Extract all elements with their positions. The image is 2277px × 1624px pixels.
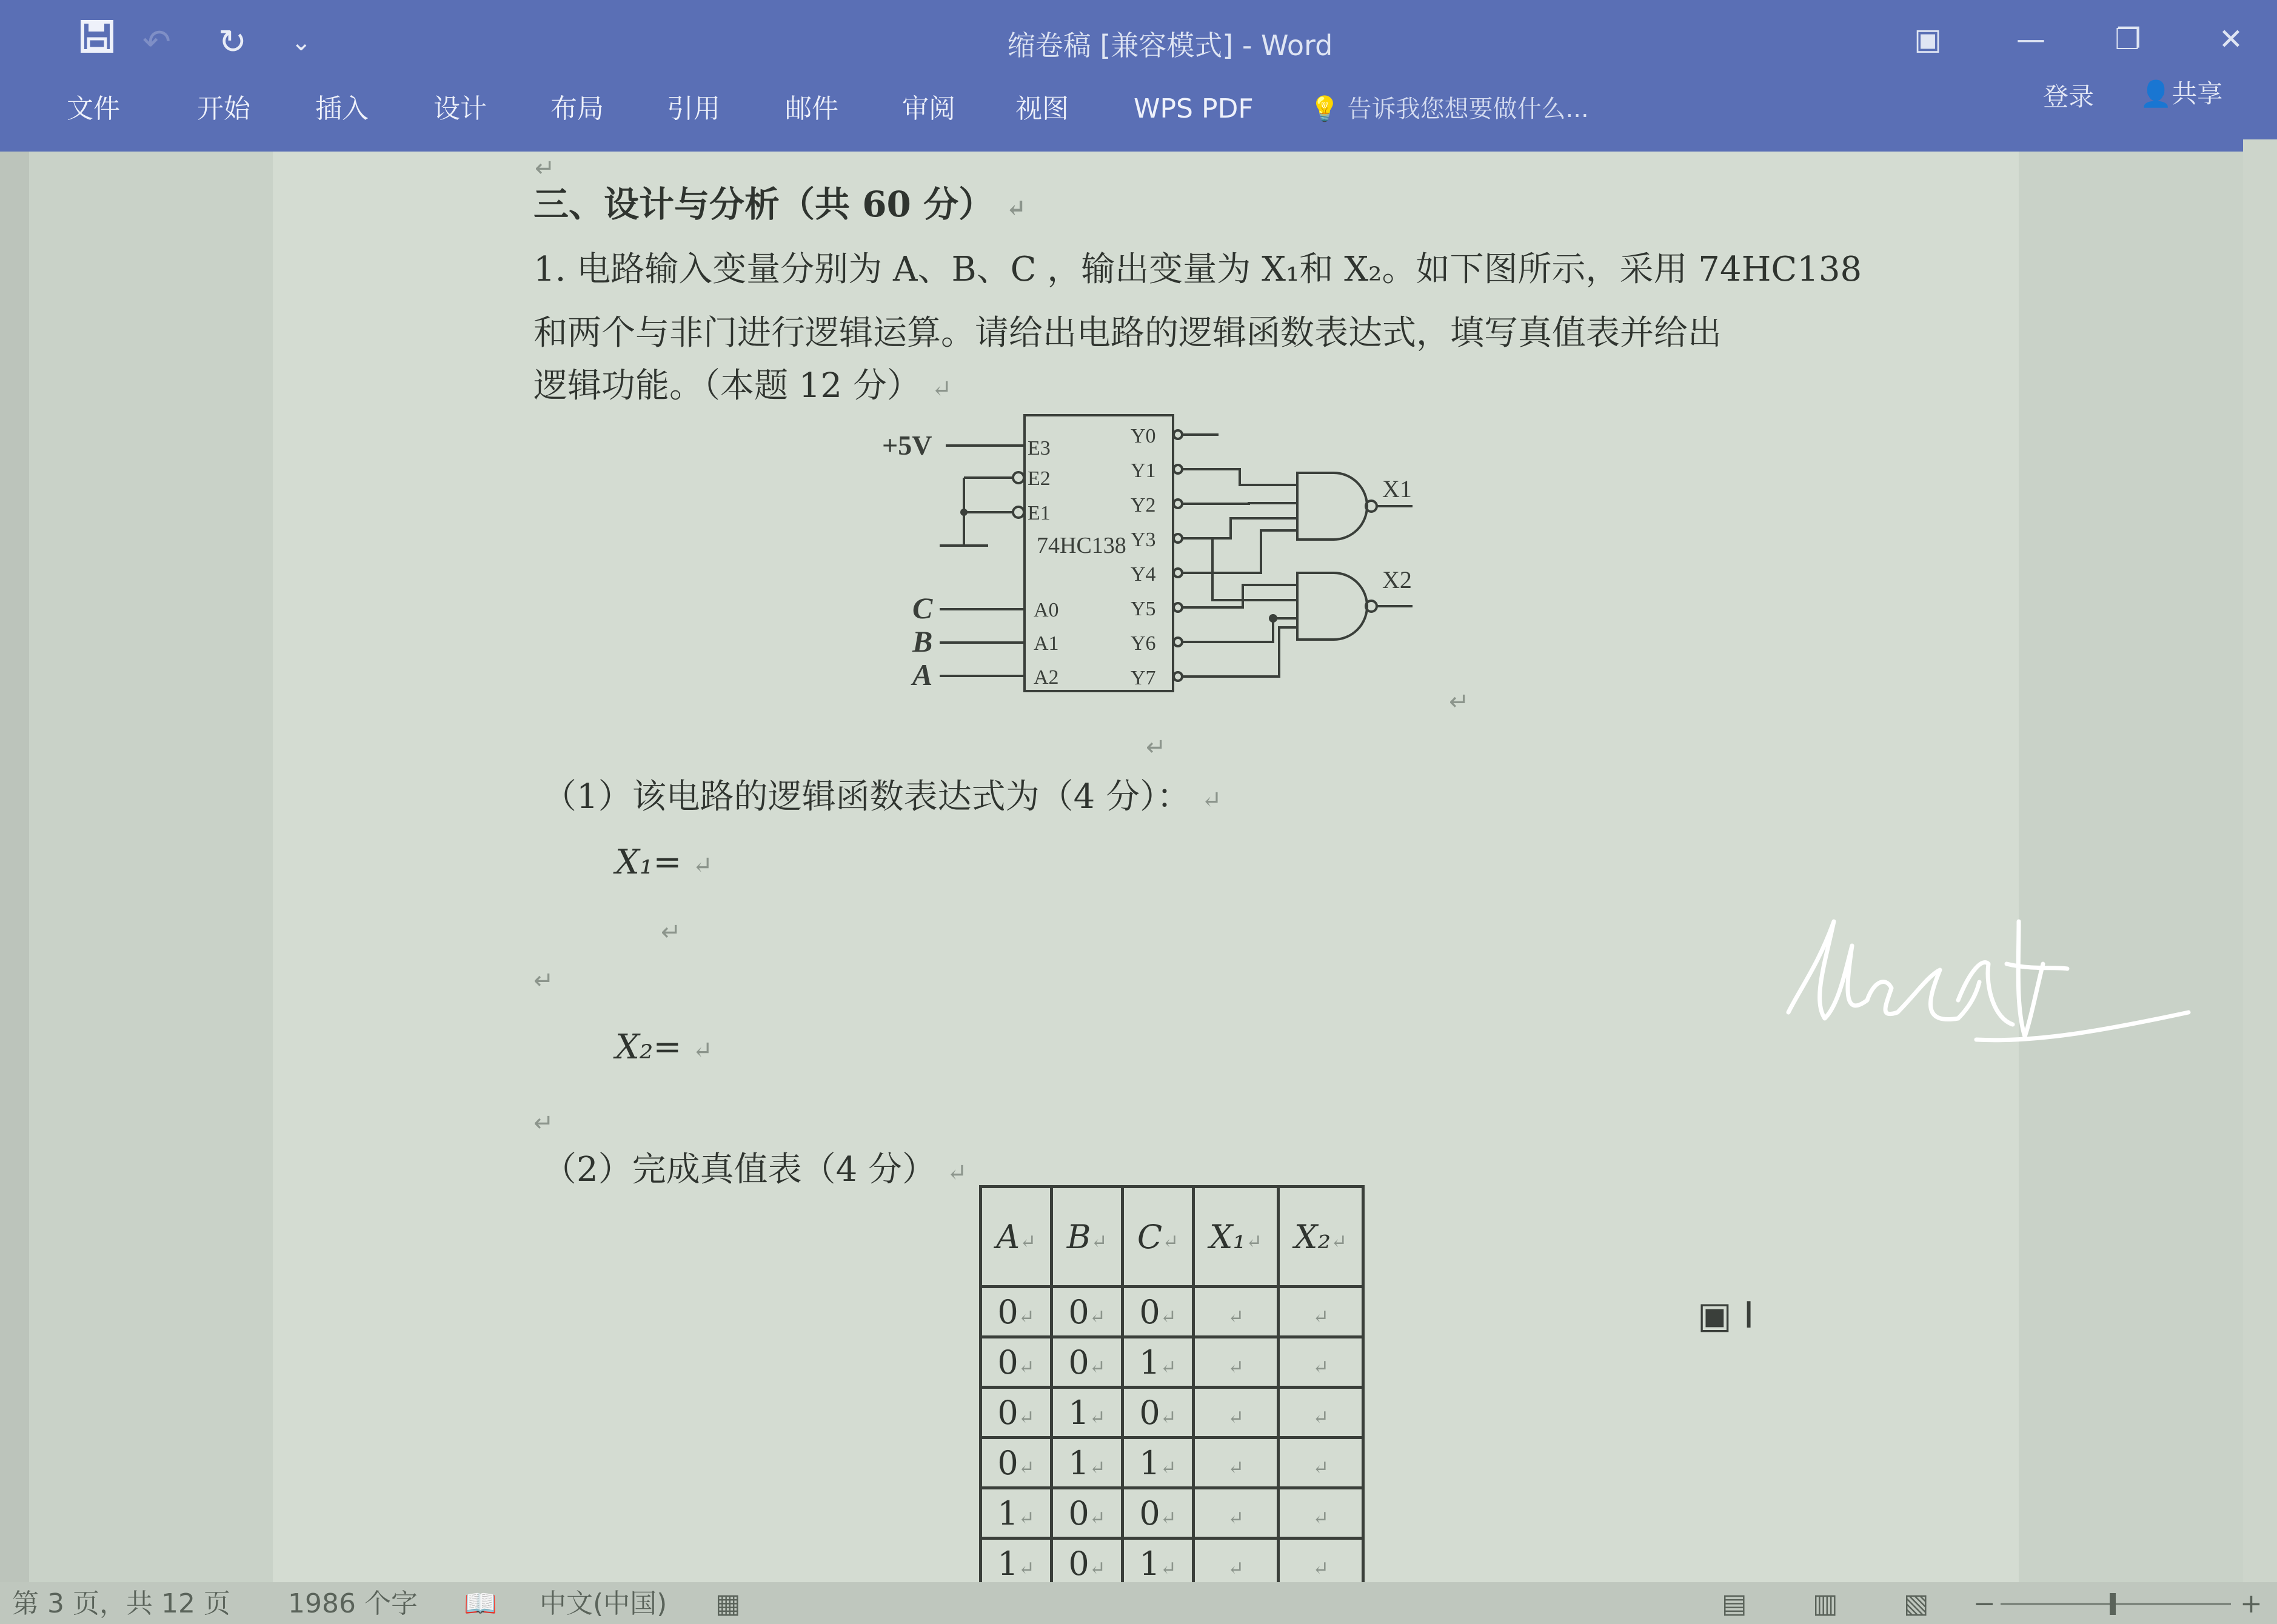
x2-expression[interactable]: X₂= ↵ (615, 1028, 713, 1067)
table-cell[interactable]: 0↵ (981, 1287, 1052, 1337)
chip-label: 74HC138 (1037, 533, 1126, 558)
tab-layout[interactable]: 布局 (550, 93, 604, 124)
table-row (981, 1388, 1363, 1438)
word-count[interactable]: 1986 个字 (288, 1588, 418, 1619)
print-layout-icon[interactable]: ▥ (1813, 1588, 1838, 1619)
table-cell[interactable]: ↵ (1194, 1539, 1279, 1589)
macro-icon[interactable]: ▦ (715, 1588, 741, 1619)
pin-y6: Y6 (1131, 632, 1156, 655)
table-cell[interactable]: 0↵ (1123, 1287, 1194, 1337)
table-cell[interactable]: 1↵ (1123, 1438, 1194, 1488)
restore-button[interactable]: ❐ (2115, 22, 2141, 56)
page-indicator[interactable]: 第 3 页，共 12 页 (12, 1588, 230, 1619)
table-cell[interactable]: 0↵ (1052, 1337, 1123, 1388)
question-2: （2）完成真值表（4 分） ↵ (543, 1150, 968, 1189)
customize-qat-button[interactable]: ⌄ (291, 28, 312, 56)
header-c: C↵ (1123, 1187, 1194, 1287)
web-layout-icon[interactable]: ▧ (1904, 1588, 1929, 1619)
person-icon: 👤 (2140, 79, 2172, 109)
paragraph-mark: ↵ (661, 918, 681, 946)
output-x1: X1 (1382, 475, 1412, 503)
tab-view[interactable]: 视图 (1015, 93, 1069, 124)
pin-y1: Y1 (1131, 459, 1156, 482)
tell-me-placeholder: 告诉我您想要做什么... (1347, 95, 1589, 123)
title-bar (0, 0, 2277, 152)
table-cell[interactable]: 0↵ (1123, 1488, 1194, 1539)
paragraph-mark: ↵ (533, 1109, 554, 1137)
pin-y0: Y0 (1131, 425, 1156, 447)
language-indicator[interactable]: 中文(中国) (540, 1588, 667, 1619)
zoom-out-icon[interactable]: − (1973, 1588, 1996, 1619)
table-cell[interactable]: ↵ (1194, 1438, 1279, 1488)
output-x2: X2 (1382, 566, 1412, 593)
tab-file[interactable]: 文件 (67, 93, 120, 124)
proofing-icon[interactable]: 📖 (464, 1588, 497, 1619)
problem-text-line-2: 和两个与非门进行逻辑运算。请给出电路的逻辑函数表达式，填写真值表并给出 (533, 313, 1722, 353)
table-cell[interactable]: ↵ (1279, 1388, 1363, 1438)
table-cell[interactable]: ↵ (1194, 1488, 1279, 1539)
table-cell[interactable]: ↵ (1194, 1287, 1279, 1337)
input-a: A (912, 658, 933, 692)
table-cell[interactable]: ↵ (1279, 1337, 1363, 1388)
tab-review[interactable]: 审阅 (902, 93, 955, 124)
pin-y7: Y7 (1131, 667, 1156, 689)
header-x2: X₂↵ (1279, 1187, 1363, 1287)
table-cell[interactable]: ↵ (1279, 1539, 1363, 1589)
problem-text-line-1: 1. 电路输入变量分别为 A、B、C ，输出变量为 X₁和 X₂。如下图所示，采用 74HC138 (533, 250, 1862, 289)
truth-table[interactable] (979, 1185, 1365, 1590)
pin-a1: A1 (1034, 632, 1059, 655)
save-icon[interactable] (79, 18, 115, 67)
supply-label: +5V (882, 430, 932, 461)
table-cell[interactable]: ↵ (1194, 1337, 1279, 1388)
table-cell[interactable]: ↵ (1279, 1287, 1363, 1337)
tab-design[interactable]: 设计 (433, 93, 487, 124)
tell-me-search[interactable] (1309, 85, 1589, 133)
table-cell[interactable]: 0↵ (1052, 1539, 1123, 1589)
paragraph-mark: ↵ (535, 155, 555, 182)
pin-a0: A0 (1034, 599, 1059, 621)
table-row (981, 1539, 1363, 1589)
header-b: B↵ (1052, 1187, 1123, 1287)
table-cell[interactable]: 1↵ (1123, 1539, 1194, 1589)
share-button[interactable] (2140, 70, 2222, 118)
table-row (981, 1287, 1363, 1337)
input-c: C (912, 591, 933, 625)
table-cell[interactable]: 0↵ (981, 1438, 1052, 1488)
vertical-scrollbar[interactable] (2243, 139, 2277, 1582)
paragraph-mark: ↵ (533, 967, 554, 995)
handwritten-signature (1776, 897, 2201, 1079)
table-cell[interactable]: ↵ (1279, 1488, 1363, 1539)
table-row (981, 1438, 1363, 1488)
table-cell[interactable]: 1↵ (1052, 1438, 1123, 1488)
problem-text-line-3: 逻辑功能。（本题 12 分） ↵ (533, 366, 952, 406)
status-bar (0, 1582, 2277, 1624)
x1-expression[interactable]: X₁= ↵ (615, 843, 713, 882)
table-cell[interactable]: 1↵ (1123, 1337, 1194, 1388)
pin-e2: E2 (1028, 467, 1051, 490)
table-row (981, 1337, 1363, 1388)
tab-references[interactable]: 引用 (667, 93, 720, 124)
table-cell[interactable]: 0↵ (1052, 1488, 1123, 1539)
zoom-in-icon[interactable]: + (2240, 1588, 2262, 1619)
input-b: B (912, 624, 933, 658)
nand-gate-2 (1297, 573, 1367, 640)
undo-icon[interactable]: ↶ (142, 22, 171, 62)
header-x1: X₁↵ (1194, 1187, 1279, 1287)
table-header-row (981, 1187, 1363, 1287)
read-mode-icon[interactable]: ▤ (1722, 1588, 1747, 1619)
circuit-diagram (849, 394, 1455, 709)
tab-mailings[interactable]: 邮件 (785, 93, 838, 124)
table-cell[interactable]: 0↵ (981, 1388, 1052, 1438)
pin-e3: E3 (1028, 437, 1051, 459)
pin-y2: Y2 (1131, 494, 1156, 516)
lightbulb-icon: 💡 (1309, 95, 1348, 123)
pin-a2: A2 (1034, 666, 1059, 689)
tab-home[interactable]: 开始 (197, 93, 250, 124)
zoom-slider-thumb[interactable] (2110, 1593, 2116, 1615)
table-cell[interactable]: ↵ (1194, 1388, 1279, 1438)
screen-edge (0, 0, 29, 1624)
text-cursor-icon: ▣ I (1697, 1294, 1754, 1337)
login-button[interactable]: 登录 (2043, 82, 2095, 112)
question-1: （1）该电路的逻辑函数表达式为（4 分）： ↵ (543, 777, 1222, 817)
table-cell[interactable]: 0↵ (1123, 1388, 1194, 1438)
pin-y5: Y5 (1131, 598, 1156, 620)
table-cell[interactable]: 0↵ (1052, 1287, 1123, 1337)
table-cell[interactable]: 1↵ (981, 1539, 1052, 1589)
table-cell[interactable]: 1↵ (981, 1488, 1052, 1539)
redo-icon[interactable]: ↻ (218, 22, 247, 62)
ribbon-display-options-button[interactable]: ▣ (1914, 22, 1942, 56)
paragraph-mark: ↵ (1449, 688, 1470, 716)
table-row (981, 1488, 1363, 1539)
share-label: 共享 (2172, 79, 2223, 109)
tab-insert[interactable]: 插入 (315, 93, 369, 124)
table-cell[interactable]: ↵ (1279, 1438, 1363, 1488)
header-a: A↵ (981, 1187, 1052, 1287)
nand-gate-1 (1297, 473, 1367, 540)
table-cell[interactable]: 0↵ (981, 1337, 1052, 1388)
close-button[interactable]: ✕ (2218, 22, 2244, 56)
table-cell[interactable]: 1↵ (1052, 1388, 1123, 1438)
minimize-button[interactable]: — (2016, 22, 2045, 56)
pin-y3: Y3 (1131, 529, 1156, 551)
pin-y4: Y4 (1131, 563, 1156, 586)
paragraph-mark: ↵ (1146, 733, 1166, 761)
zoom-slider[interactable] (2001, 1603, 2231, 1605)
tab-wps-pdf[interactable]: WPS PDF (1134, 93, 1254, 124)
window-title: 缩卷稿 [兼容模式] - Word (1007, 29, 1333, 62)
section-heading: 三、设计与分析（共 60 分） ↵ (533, 184, 1026, 225)
pin-e1: E1 (1028, 502, 1051, 524)
